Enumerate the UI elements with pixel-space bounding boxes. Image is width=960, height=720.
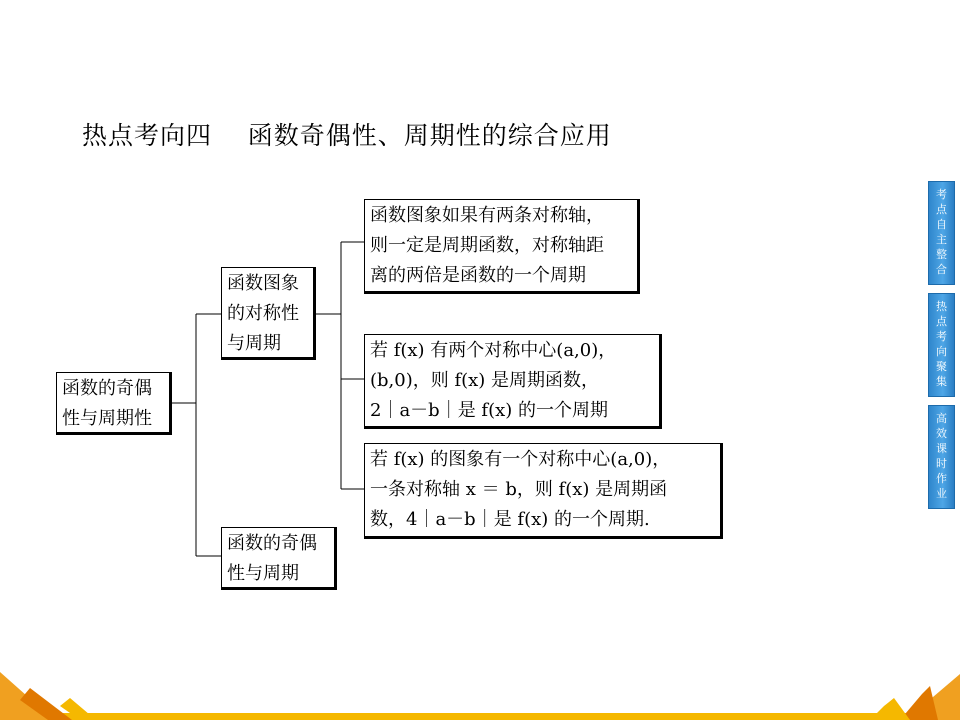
root-line-1: 函数的奇偶 [62,378,152,399]
footer-bar [0,713,960,720]
side-tab-2-char: 向 [936,345,947,358]
page-title: 热点考向四 函数奇偶性、周期性的综合应用 [82,121,612,150]
branch-parity-line-1: 函数的奇偶 [227,533,317,554]
side-tab-3-char: 效 [936,427,947,440]
side-tab-2-char: 集 [936,375,947,388]
side-tab-1-char: 点 [936,203,947,216]
leaf-centers-line-3: 2｜a－b｜是 f(x) 的一个周期 [370,400,609,421]
footer-triangle-right-3 [870,698,910,720]
branch-symmetry-line-1: 函数图象 [227,273,299,294]
leaf-centers-line-2: (b,0)，则 f(x) 是周期函数， [370,370,600,391]
side-tab-1-char: 整 [936,248,947,261]
side-tab-1-char: 主 [936,233,947,246]
side-tab-1-char: 自 [936,218,947,231]
leaf-axes-line-1: 函数图象如果有两条对称轴， [370,205,604,226]
side-tab-3-char: 高 [936,412,947,425]
side-tab-2-char: 考 [936,330,947,343]
side-tab-1-char: 合 [936,263,947,276]
side-tab-1-char: 考 [936,188,947,201]
side-tab-3-char: 作 [936,472,947,485]
leaf-axes-line-2: 则一定是周期函数，对称轴距 [370,235,604,256]
root-line-2: 性与周期性 [62,408,152,429]
side-tab-3-char: 课 [936,442,947,455]
side-tab-3-char: 业 [936,487,947,500]
branch-symmetry-line-2: 的对称性 [227,303,299,324]
branch-parity-line-2: 性与周期 [227,563,299,584]
side-tab-2-char: 热 [936,300,947,313]
leaf-centers-line-1: 若 f(x) 有两个对称中心(a,0)， [370,340,617,361]
side-tab-3-char: 时 [936,457,947,470]
side-tab-2-char: 聚 [936,360,947,373]
leaf-mixed-line-1: 若 f(x) 的图象有一个对称中心(a,0)， [370,449,671,470]
leaf-mixed-line-2: 一条对称轴 x ＝ b，则 f(x) 是周期函 [370,479,668,500]
leaf-mixed-line-3: 数，4｜a－b｜是 f(x) 的一个周期. [370,509,650,530]
leaf-axes-line-3: 离的两倍是函数的一个周期 [370,265,586,286]
side-tab-2-char: 点 [936,315,947,328]
branch-symmetry-line-3: 与周期 [227,333,281,354]
